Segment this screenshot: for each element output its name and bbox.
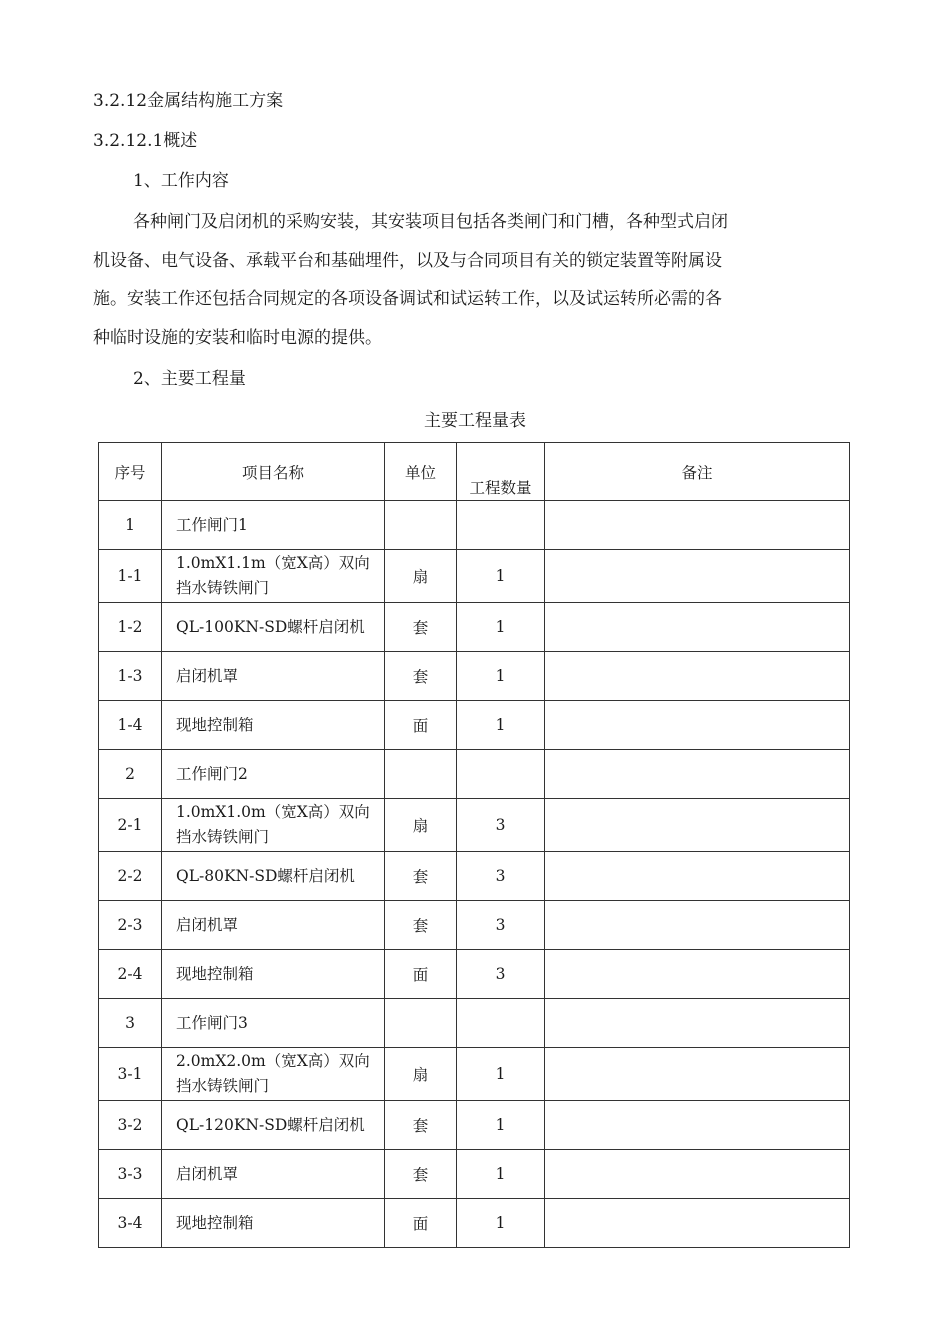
cell-qty: 3 <box>457 852 545 901</box>
cell-name: QL-100KN-SD螺杆启闭机 <box>162 603 385 652</box>
cell-qty: 1 <box>457 652 545 701</box>
cell-name: 启闭机罩 <box>162 901 385 950</box>
table-row <box>99 799 850 852</box>
table-title: 主要工程量表 <box>424 411 526 431</box>
cell-no: 1-1 <box>99 550 162 603</box>
overview-paragraph <box>93 203 853 357</box>
cell-remark <box>545 799 850 852</box>
header-qty: 工程数量 <box>457 443 545 501</box>
cell-remark <box>545 603 850 652</box>
cell-unit <box>385 750 457 799</box>
cell-name: 启闭机罩 <box>162 652 385 701</box>
paragraph-line: 各种闸门及启闭机的采购安装，其安装项目包括各类闸门和门槽，各种型式启闭 <box>133 212 728 232</box>
cell-name: 工作闸门2 <box>162 750 385 799</box>
item2-title: 2、主要工程量 <box>133 369 246 389</box>
cell-unit: 套 <box>385 1101 457 1150</box>
header-remark: 备注 <box>545 443 850 501</box>
cell-qty: 1 <box>457 603 545 652</box>
cell-remark <box>545 701 850 750</box>
table-row <box>99 1150 850 1199</box>
cell-remark <box>545 950 850 999</box>
cell-unit: 扇 <box>385 799 457 852</box>
cell-remark <box>545 652 850 701</box>
cell-qty: 1 <box>457 1048 545 1101</box>
table-row <box>99 750 850 799</box>
cell-name: 工作闸门3 <box>162 999 385 1048</box>
subsection-heading: 3.2.12.1概述 <box>93 131 198 151</box>
cell-remark <box>545 852 850 901</box>
cell-name: 现地控制箱 <box>162 950 385 999</box>
cell-qty: 3 <box>457 950 545 999</box>
cell-qty: 1 <box>457 1101 545 1150</box>
cell-qty: 1 <box>457 1150 545 1199</box>
cell-unit <box>385 999 457 1048</box>
cell-no: 2-4 <box>99 950 162 999</box>
cell-unit: 套 <box>385 901 457 950</box>
cell-name: 工作闸门1 <box>162 501 385 550</box>
cell-no: 1 <box>99 501 162 550</box>
table-row <box>99 501 850 550</box>
cell-no: 2-1 <box>99 799 162 852</box>
table-row <box>99 950 850 999</box>
cell-remark <box>545 901 850 950</box>
cell-qty: 3 <box>457 901 545 950</box>
cell-qty: 3 <box>457 799 545 852</box>
cell-unit <box>385 501 457 550</box>
cell-qty <box>457 750 545 799</box>
cell-unit: 面 <box>385 701 457 750</box>
cell-name: 现地控制箱 <box>162 701 385 750</box>
quantities-table <box>98 442 850 1248</box>
cell-no: 3 <box>99 999 162 1048</box>
cell-no: 1-2 <box>99 603 162 652</box>
cell-no: 3-4 <box>99 1199 162 1248</box>
cell-unit: 面 <box>385 950 457 999</box>
cell-remark <box>545 999 850 1048</box>
cell-remark <box>545 501 850 550</box>
cell-no: 2 <box>99 750 162 799</box>
cell-unit: 套 <box>385 1150 457 1199</box>
cell-name: 启闭机罩 <box>162 1150 385 1199</box>
cell-name: 2.0mX2.0m（宽X高）双向挡水铸铁闸门 <box>162 1048 385 1101</box>
cell-unit: 套 <box>385 603 457 652</box>
cell-name: QL-80KN-SD螺杆启闭机 <box>162 852 385 901</box>
cell-remark <box>545 750 850 799</box>
cell-remark <box>545 550 850 603</box>
cell-name: 1.0mX1.0m（宽X高）双向挡水铸铁闸门 <box>162 799 385 852</box>
header-unit: 单位 <box>385 443 457 501</box>
paragraph-line: 机设备、电气设备、承载平台和基础埋件，以及与合同项目有关的锁定装置等附属设 <box>93 250 722 271</box>
cell-name: 1.0mX1.1m（宽X高）双向挡水铸铁闸门 <box>162 550 385 603</box>
cell-unit: 扇 <box>385 1048 457 1101</box>
table-header-row <box>99 443 850 501</box>
table-row <box>99 652 850 701</box>
cell-name: 现地控制箱 <box>162 1199 385 1248</box>
cell-remark <box>545 1199 850 1248</box>
section-heading: 3.2.12金属结构施工方案 <box>93 91 284 111</box>
cell-no: 1-3 <box>99 652 162 701</box>
table-row <box>99 1199 850 1248</box>
table-row <box>99 603 850 652</box>
table-row <box>99 701 850 750</box>
cell-remark <box>545 1150 850 1199</box>
paragraph-line: 施。安装工作还包括合同规定的各项设备调试和试运转工作，以及试运转所必需的各 <box>93 289 722 309</box>
table-row <box>99 852 850 901</box>
table-body <box>99 501 850 1248</box>
paragraph-line: 种临时设施的安装和临时电源的提供。 <box>93 327 382 348</box>
table-row <box>99 1048 850 1101</box>
cell-no: 2-2 <box>99 852 162 901</box>
cell-unit: 套 <box>385 852 457 901</box>
cell-no: 3-3 <box>99 1150 162 1199</box>
cell-no: 2-3 <box>99 901 162 950</box>
header-name: 项目名称 <box>162 443 385 501</box>
cell-unit: 套 <box>385 652 457 701</box>
cell-no: 3-1 <box>99 1048 162 1101</box>
cell-qty: 1 <box>457 1199 545 1248</box>
cell-qty <box>457 501 545 550</box>
header-no: 序号 <box>99 443 162 501</box>
table-row <box>99 999 850 1048</box>
cell-name: QL-120KN-SD螺杆启闭机 <box>162 1101 385 1150</box>
table-row <box>99 1101 850 1150</box>
cell-qty: 1 <box>457 701 545 750</box>
cell-no: 1-4 <box>99 701 162 750</box>
table-row <box>99 550 850 603</box>
cell-qty <box>457 999 545 1048</box>
table-row <box>99 901 850 950</box>
item1-title: 1、工作内容 <box>133 171 229 191</box>
cell-unit: 面 <box>385 1199 457 1248</box>
cell-qty: 1 <box>457 550 545 603</box>
cell-unit: 扇 <box>385 550 457 603</box>
cell-remark <box>545 1101 850 1150</box>
cell-remark <box>545 1048 850 1101</box>
cell-no: 3-2 <box>99 1101 162 1150</box>
